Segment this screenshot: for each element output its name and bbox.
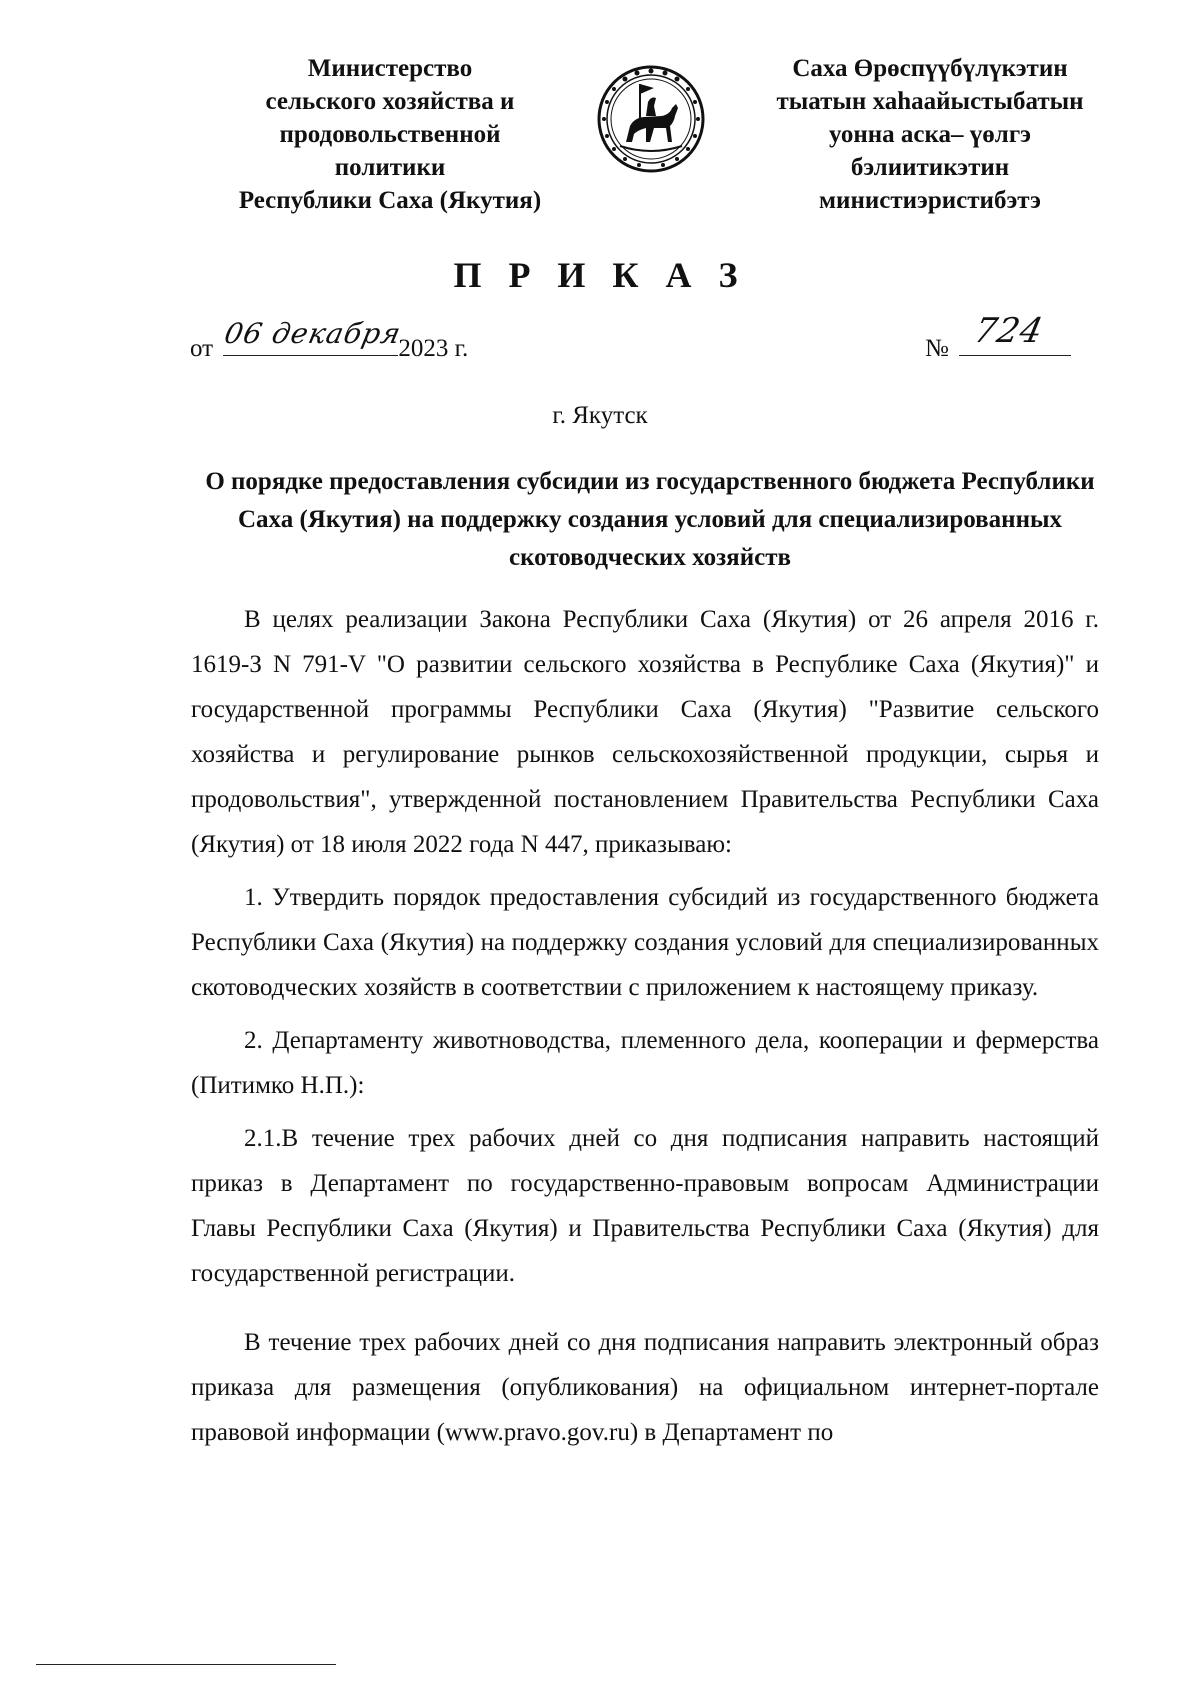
org-line: министиэристибэтэ bbox=[819, 187, 1041, 214]
body-paragraph: 1. Утвердить порядок предоставления субсидий из государственного бюджета Республики Саха (Якутия) на поддержку создания условий для специализированных скотоводческих хозяйств в соответствии с приложением к настоящему приказу. bbox=[191, 884, 1099, 1001]
document-body bbox=[191, 597, 1099, 1455]
number-prefix: № bbox=[925, 335, 949, 362]
org-line: Республики Саха (Якутия) bbox=[238, 187, 542, 214]
order-number bbox=[925, 311, 1071, 363]
org-line: Министерство bbox=[307, 55, 473, 82]
org-line: сельского хозяйства и bbox=[265, 88, 515, 115]
org-line: продовольственной bbox=[279, 121, 501, 148]
body-paragraph: 2. Департаменту животноводства, племенного дела, кооперации и фермерства (Питимко Н.П.): bbox=[191, 1027, 1099, 1099]
date-blank-line bbox=[221, 317, 405, 356]
sakha-republic-emblem-icon bbox=[596, 64, 706, 174]
ministry-name-russian bbox=[205, 52, 575, 217]
order-subject: О порядке предоставления субсидии из государственного бюджета Республики Саха (Якутия) на поддержку создания условий для специализированных скотоводческих хозяйств bbox=[205, 468, 1095, 571]
org-line: тыатын хаһаайыстыбатын bbox=[776, 88, 1084, 115]
org-line: Саха Өрөспүүбүлүкэтин bbox=[792, 55, 1068, 82]
org-line: бэлиитикэтин bbox=[850, 154, 1010, 181]
date-suffix: 2023 г. bbox=[398, 335, 469, 362]
footnote-separator bbox=[36, 1664, 336, 1665]
handwritten-date: 06 декабря bbox=[221, 317, 405, 350]
ministry-name-yakut bbox=[735, 52, 1125, 217]
number-blank-line bbox=[959, 311, 1071, 356]
body-paragraph: В течение трех рабочих дней со дня подписания направить электронный образ приказа для размещения (опубликования) на официальном интернет-портале правовой информации (www.pravo.gov.ru) в Департамент по bbox=[191, 1329, 1099, 1446]
body-paragraph: 2.1.В течение трех рабочих дней со дня подписания направить настоящий приказ в Департамент по государственно-правовым вопросам Администрации Главы Республики Саха (Якутия) и Правительства Республики Саха (Якутия) для государственной регистрации. bbox=[191, 1125, 1099, 1287]
date-prefix: от bbox=[190, 335, 214, 362]
org-line: политики bbox=[334, 154, 446, 181]
handwritten-number: 724 bbox=[970, 311, 1048, 351]
body-paragraph: В целях реализации Закона Республики Саха (Якутия) от 26 апреля 2016 г. 1619-З N 791-V "О развитии сельского хозяйства в Республике Саха (Якутия)" и государственной программы Республики Саха (Якутия) "Развитие сельского хозяйства и регулирование рынков сельскохозяйственной продукции, сырья и продовольствия", утвержденной постановлением Правительства Республики Саха (Якутия) от 18 июля 2022 года N 447, приказываю: bbox=[191, 606, 1099, 858]
order-date bbox=[190, 317, 469, 363]
city: г. Якутск bbox=[552, 402, 648, 429]
org-line: уонна аска– үөлгэ bbox=[829, 121, 1031, 148]
document-title: П Р И К А З bbox=[453, 255, 747, 295]
